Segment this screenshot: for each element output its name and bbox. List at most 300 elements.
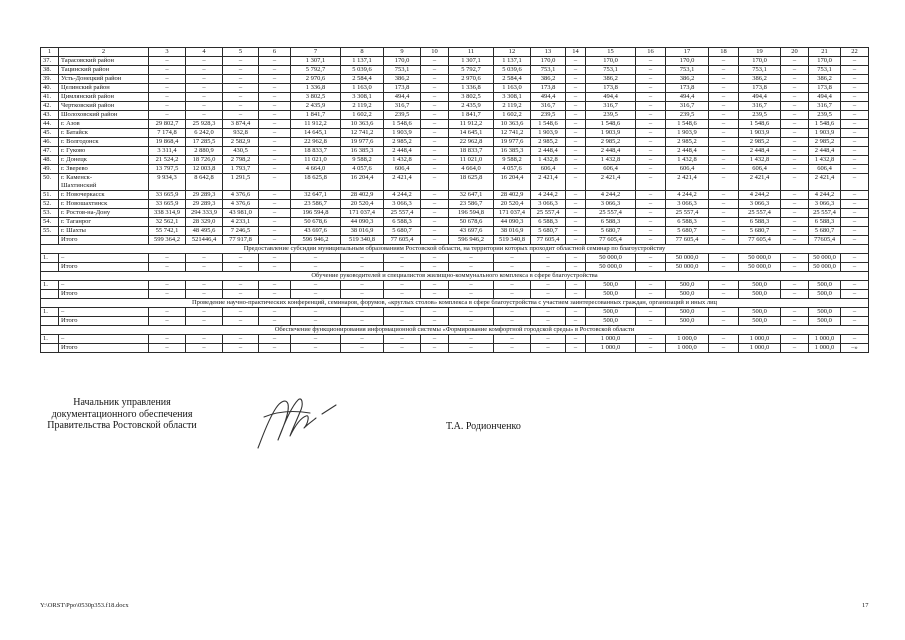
value-cell-col-12: 16 204,4 [494, 174, 531, 191]
row-number-cell: 49. [41, 165, 59, 174]
page-number: 17 [862, 602, 869, 609]
value-cell-col-18: – [709, 218, 739, 227]
value-cell-col-5: – [223, 57, 259, 66]
table-row [41, 227, 869, 236]
value-cell-col-14: – [566, 200, 586, 209]
value-cell-col-5: – [223, 344, 259, 353]
row-number-cell [41, 344, 59, 353]
table-row [41, 57, 869, 66]
value-cell-col-5: 4 376,6 [223, 200, 259, 209]
value-cell-col-18: – [709, 66, 739, 75]
value-cell-col-14: – [566, 281, 586, 290]
value-cell-col-12: 16 385,3 [494, 147, 531, 156]
value-cell-col-11: – [449, 335, 494, 344]
value-cell-col-11: 11 021,0 [449, 156, 494, 165]
value-cell-col-18: – [709, 200, 739, 209]
value-cell-col-20: – [781, 263, 809, 272]
value-cell-col-3: 7 174,8 [149, 129, 186, 138]
column-number: 1 [41, 48, 59, 57]
value-cell-col-22: – [841, 138, 869, 147]
value-cell-col-12: 1 163,0 [494, 84, 531, 93]
value-cell-col-6: – [259, 129, 291, 138]
value-cell-col-5: 932,8 [223, 129, 259, 138]
value-cell-col-15: 25 557,4 [586, 209, 636, 218]
value-cell-col-19: 500,0 [739, 281, 781, 290]
row-name-cell: г. Новочеркасск [59, 191, 149, 200]
value-cell-col-16: – [636, 75, 666, 84]
value-cell-col-10: – [421, 138, 449, 147]
value-cell-col-20: – [781, 209, 809, 218]
value-cell-col-11: 14 645,1 [449, 129, 494, 138]
value-cell-col-17: 3 066,3 [666, 200, 709, 209]
column-number: 20 [781, 48, 809, 57]
row-number-cell: 45. [41, 129, 59, 138]
value-cell-col-22: – [841, 57, 869, 66]
value-cell-col-19: 500,0 [739, 308, 781, 317]
value-cell-col-21: 25 557,4 [809, 209, 841, 218]
value-cell-col-9: 316,7 [384, 102, 421, 111]
value-cell-col-5: – [223, 263, 259, 272]
value-cell-col-8: 16 385,3 [341, 147, 384, 156]
row-name-cell: Целинский район [59, 84, 149, 93]
value-cell-col-9: – [384, 308, 421, 317]
value-cell-col-8: 12 741,2 [341, 129, 384, 138]
row-number-cell: 50. [41, 174, 59, 191]
row-number-cell: 54. [41, 218, 59, 227]
value-cell-col-15: 494,4 [586, 93, 636, 102]
value-cell-col-14: – [566, 263, 586, 272]
value-cell-col-16: – [636, 254, 666, 263]
value-cell-col-8: 28 402,9 [341, 191, 384, 200]
value-cell-col-18: – [709, 111, 739, 120]
value-cell-col-9: – [384, 317, 421, 326]
value-cell-col-7: 1 307,1 [291, 57, 341, 66]
table-row [41, 93, 869, 102]
value-cell-col-18: – [709, 308, 739, 317]
value-cell-col-20: – [781, 129, 809, 138]
value-cell-col-21: 500,0 [809, 281, 841, 290]
value-cell-col-11: 22 962,8 [449, 138, 494, 147]
table-row [41, 138, 869, 147]
value-cell-col-13: – [531, 335, 566, 344]
value-cell-col-18: – [709, 129, 739, 138]
value-cell-col-20: – [781, 317, 809, 326]
value-cell-col-19: 5 680,7 [739, 227, 781, 236]
value-cell-col-3: – [149, 308, 186, 317]
value-cell-col-4: – [186, 93, 223, 102]
value-cell-col-20: – [781, 227, 809, 236]
value-cell-col-14: – [566, 57, 586, 66]
value-cell-col-20: – [781, 174, 809, 191]
row-number-cell: 44. [41, 120, 59, 129]
value-cell-col-11: 43 697,6 [449, 227, 494, 236]
value-cell-col-12: 12 741,2 [494, 129, 531, 138]
value-cell-col-11: – [449, 290, 494, 299]
value-cell-col-15: 500,0 [586, 308, 636, 317]
value-cell-col-13: 6 588,3 [531, 218, 566, 227]
value-cell-col-17: 5 680,7 [666, 227, 709, 236]
value-cell-col-3: – [149, 254, 186, 263]
signatory-name: Т.А. Родионченко [446, 421, 521, 432]
value-cell-col-9: – [384, 344, 421, 353]
value-cell-col-19: 1 000,0 [739, 344, 781, 353]
value-cell-col-6: – [259, 191, 291, 200]
value-cell-col-22: – [841, 254, 869, 263]
value-cell-col-8: 1 163,0 [341, 84, 384, 93]
value-cell-col-3: 338 314,9 [149, 209, 186, 218]
value-cell-col-12: 20 520,4 [494, 200, 531, 209]
value-cell-col-4: 12 003,8 [186, 165, 223, 174]
value-cell-col-10: – [421, 120, 449, 129]
value-cell-col-16: – [636, 156, 666, 165]
value-cell-col-18: – [709, 191, 739, 200]
value-cell-col-5: – [223, 290, 259, 299]
value-cell-col-10: – [421, 93, 449, 102]
value-cell-col-8: 16 204,4 [341, 174, 384, 191]
value-cell-col-15: 1 548,6 [586, 120, 636, 129]
value-cell-col-5: – [223, 102, 259, 111]
value-cell-col-19: 3 066,3 [739, 200, 781, 209]
table-row [41, 254, 869, 263]
value-cell-col-17: 25 557,4 [666, 209, 709, 218]
value-cell-col-20: – [781, 93, 809, 102]
value-cell-col-3: – [149, 102, 186, 111]
value-cell-col-10: – [421, 129, 449, 138]
value-cell-col-10: – [421, 156, 449, 165]
value-cell-col-16: – [636, 66, 666, 75]
value-cell-col-22: – [841, 281, 869, 290]
value-cell-col-4: – [186, 254, 223, 263]
value-cell-col-17: 4 244,2 [666, 191, 709, 200]
value-cell-col-16: – [636, 227, 666, 236]
column-number: 22 [841, 48, 869, 57]
funding-table [40, 47, 869, 353]
value-cell-col-15: 170,0 [586, 57, 636, 66]
value-cell-col-9: 77 605,4 [384, 236, 421, 245]
value-cell-col-3: – [149, 344, 186, 353]
column-number: 21 [809, 48, 841, 57]
value-cell-col-8: 2 119,2 [341, 102, 384, 111]
value-cell-col-12: 1 137,1 [494, 57, 531, 66]
value-cell-col-20: – [781, 75, 809, 84]
value-cell-col-11: 50 678,6 [449, 218, 494, 227]
value-cell-col-14: – [566, 156, 586, 165]
value-cell-col-10: – [421, 308, 449, 317]
value-cell-col-5: 43 981,0 [223, 209, 259, 218]
value-cell-col-21: 1 903,9 [809, 129, 841, 138]
value-cell-col-3: 19 868,4 [149, 138, 186, 147]
value-cell-col-16: – [636, 147, 666, 156]
section-heading: Проведение научно-практических конференций, семинаров, форумов, «круглых столов» комплекса в сфере благоустройства с участием заинтересованных граждан, организаций и иных лиц [41, 299, 869, 308]
value-cell-col-3: 55 742,1 [149, 227, 186, 236]
value-cell-col-11: – [449, 254, 494, 263]
value-cell-col-12: 519 340,8 [494, 236, 531, 245]
value-cell-col-4: – [186, 102, 223, 111]
value-cell-col-4: – [186, 344, 223, 353]
value-cell-col-20: – [781, 281, 809, 290]
value-cell-col-3: 21 524,2 [149, 156, 186, 165]
value-cell-col-13: – [531, 254, 566, 263]
value-cell-col-21: 77605,4 [809, 236, 841, 245]
value-cell-col-14: – [566, 147, 586, 156]
value-cell-col-14: – [566, 317, 586, 326]
table-row [41, 281, 869, 290]
value-cell-col-14: – [566, 218, 586, 227]
value-cell-col-16: – [636, 209, 666, 218]
row-name-cell: – [59, 254, 149, 263]
value-cell-col-10: – [421, 218, 449, 227]
value-cell-col-6: – [259, 344, 291, 353]
value-cell-col-17: 500,0 [666, 308, 709, 317]
value-cell-col-4: – [186, 66, 223, 75]
value-cell-col-19: 1 432,8 [739, 156, 781, 165]
value-cell-col-7: – [291, 335, 341, 344]
value-cell-col-5: – [223, 84, 259, 93]
value-cell-col-11: 3 802,5 [449, 93, 494, 102]
value-cell-col-22: – [841, 129, 869, 138]
value-cell-col-9: – [384, 263, 421, 272]
value-cell-col-21: 50 000,0 [809, 254, 841, 263]
value-cell-col-8: – [341, 290, 384, 299]
value-cell-col-22: – [841, 317, 869, 326]
value-cell-col-13: 2 421,4 [531, 174, 566, 191]
value-cell-col-5: 2 582,9 [223, 138, 259, 147]
handwritten-signature [252, 390, 342, 452]
value-cell-col-22: – [841, 174, 869, 191]
value-cell-col-6: – [259, 209, 291, 218]
value-cell-col-15: 4 244,2 [586, 191, 636, 200]
value-cell-col-7: 5 792,7 [291, 66, 341, 75]
total-row [41, 317, 869, 326]
value-cell-col-19: 50 000,0 [739, 254, 781, 263]
value-cell-col-18: – [709, 84, 739, 93]
value-cell-col-19: 494,4 [739, 93, 781, 102]
value-cell-col-6: – [259, 263, 291, 272]
row-name-cell: Итого [59, 263, 149, 272]
value-cell-col-18: – [709, 165, 739, 174]
section-heading-row [41, 245, 869, 254]
total-row [41, 236, 869, 245]
value-cell-col-5: 7 246,5 [223, 227, 259, 236]
table-row [41, 174, 869, 191]
value-cell-col-10: – [421, 165, 449, 174]
value-cell-col-17: 1 432,8 [666, 156, 709, 165]
value-cell-col-21: 170,0 [809, 57, 841, 66]
value-cell-col-11: 4 664,0 [449, 165, 494, 174]
table-row [41, 308, 869, 317]
value-cell-col-15: 606,4 [586, 165, 636, 174]
value-cell-col-4: 25 928,3 [186, 120, 223, 129]
value-cell-col-17: 173,8 [666, 84, 709, 93]
row-number-cell [41, 263, 59, 272]
table-row [41, 209, 869, 218]
total-row [41, 290, 869, 299]
value-cell-col-13: 170,0 [531, 57, 566, 66]
value-cell-col-19: 500,0 [739, 290, 781, 299]
column-number: 11 [449, 48, 494, 57]
value-cell-col-6: – [259, 200, 291, 209]
row-name-cell: г. Ростов-на-Дону [59, 209, 149, 218]
value-cell-col-5: 4 376,6 [223, 191, 259, 200]
value-cell-col-16: – [636, 281, 666, 290]
row-name-cell: – [59, 308, 149, 317]
value-cell-col-15: 1 903,9 [586, 129, 636, 138]
value-cell-col-15: 239,5 [586, 111, 636, 120]
value-cell-col-17: 1 000,0 [666, 344, 709, 353]
value-cell-col-11: 1 336,8 [449, 84, 494, 93]
value-cell-col-14: – [566, 254, 586, 263]
value-cell-col-5: 430,5 [223, 147, 259, 156]
row-number-cell: 1. [41, 254, 59, 263]
value-cell-col-10: – [421, 147, 449, 156]
value-cell-col-18: – [709, 290, 739, 299]
value-cell-col-22: – [841, 102, 869, 111]
value-cell-col-6: – [259, 138, 291, 147]
value-cell-col-12: 171 037,4 [494, 209, 531, 218]
value-cell-col-7: 50 678,6 [291, 218, 341, 227]
value-cell-col-11: 2 970,6 [449, 75, 494, 84]
value-cell-col-19: 239,5 [739, 111, 781, 120]
value-cell-col-9: 3 066,3 [384, 200, 421, 209]
value-cell-col-8: 5 039,6 [341, 66, 384, 75]
value-cell-col-20: – [781, 66, 809, 75]
value-cell-col-16: – [636, 84, 666, 93]
value-cell-col-4: – [186, 281, 223, 290]
value-cell-col-4: – [186, 290, 223, 299]
row-name-cell: г. Батайск [59, 129, 149, 138]
value-cell-col-7: 23 586,7 [291, 200, 341, 209]
value-cell-col-15: 3 066,3 [586, 200, 636, 209]
value-cell-col-16: – [636, 317, 666, 326]
value-cell-col-21: 173,8 [809, 84, 841, 93]
value-cell-col-3: 9 934,3 [149, 174, 186, 191]
value-cell-col-6: – [259, 174, 291, 191]
value-cell-col-4: – [186, 263, 223, 272]
value-cell-col-12: – [494, 254, 531, 263]
value-cell-col-19: 500,0 [739, 317, 781, 326]
value-cell-col-15: 1 000,0 [586, 344, 636, 353]
value-cell-col-18: – [709, 344, 739, 353]
row-number-cell [41, 317, 59, 326]
value-cell-col-15: 1 432,8 [586, 156, 636, 165]
section-heading-row [41, 299, 869, 308]
value-cell-col-10: – [421, 254, 449, 263]
value-cell-col-11: – [449, 308, 494, 317]
value-cell-col-5: – [223, 66, 259, 75]
value-cell-col-22: – [841, 191, 869, 200]
value-cell-col-13: 753,1 [531, 66, 566, 75]
value-cell-col-5: 1 793,7 [223, 165, 259, 174]
column-number: 4 [186, 48, 223, 57]
value-cell-col-9: 170,0 [384, 57, 421, 66]
row-number-cell: 1. [41, 281, 59, 290]
value-cell-col-15: 316,7 [586, 102, 636, 111]
value-cell-col-19: 2 421,4 [739, 174, 781, 191]
value-cell-col-15: 753,1 [586, 66, 636, 75]
value-cell-col-21: 5 680,7 [809, 227, 841, 236]
value-cell-col-9: 1 432,8 [384, 156, 421, 165]
value-cell-col-4: – [186, 84, 223, 93]
column-number-row [41, 48, 869, 57]
value-cell-col-14: – [566, 335, 586, 344]
value-cell-col-8: – [341, 308, 384, 317]
value-cell-col-19: 1 548,6 [739, 120, 781, 129]
value-cell-col-17: 494,4 [666, 93, 709, 102]
value-cell-col-9: – [384, 335, 421, 344]
value-cell-col-22: – [841, 218, 869, 227]
signatory-position-line: Начальник управления [73, 397, 171, 408]
value-cell-col-14: – [566, 93, 586, 102]
row-name-cell: г. Зверево [59, 165, 149, 174]
value-cell-col-12: 9 588,2 [494, 156, 531, 165]
value-cell-col-13: – [531, 344, 566, 353]
value-cell-col-3: – [149, 263, 186, 272]
section-heading-row [41, 272, 869, 281]
value-cell-col-13: 386,2 [531, 75, 566, 84]
value-cell-col-15: 2 421,4 [586, 174, 636, 191]
value-cell-col-17: 6 588,3 [666, 218, 709, 227]
value-cell-col-8: 519 340,8 [341, 236, 384, 245]
value-cell-col-7: 2 435,9 [291, 102, 341, 111]
value-cell-col-14: – [566, 290, 586, 299]
value-cell-col-16: – [636, 138, 666, 147]
row-number-cell: 52. [41, 200, 59, 209]
value-cell-col-15: 5 680,7 [586, 227, 636, 236]
value-cell-col-11: 196 594,8 [449, 209, 494, 218]
value-cell-col-12: – [494, 317, 531, 326]
value-cell-col-8: – [341, 344, 384, 353]
value-cell-col-9: 2 421,4 [384, 174, 421, 191]
value-cell-col-11: – [449, 317, 494, 326]
value-cell-col-10: – [421, 66, 449, 75]
value-cell-col-18: – [709, 254, 739, 263]
value-cell-col-15: 2 448,4 [586, 147, 636, 156]
row-name-cell: Чертковский район [59, 102, 149, 111]
value-cell-col-19: 170,0 [739, 57, 781, 66]
value-cell-col-20: – [781, 57, 809, 66]
value-cell-col-13: 173,8 [531, 84, 566, 93]
value-cell-col-4: – [186, 75, 223, 84]
value-cell-col-8: – [341, 263, 384, 272]
column-number: 12 [494, 48, 531, 57]
column-number: 17 [666, 48, 709, 57]
value-cell-col-15: 173,8 [586, 84, 636, 93]
value-cell-col-12: 10 363,6 [494, 120, 531, 129]
value-cell-col-18: – [709, 317, 739, 326]
row-number-cell: 38. [41, 66, 59, 75]
value-cell-col-21: 2 985,2 [809, 138, 841, 147]
value-cell-col-7: 3 802,5 [291, 93, 341, 102]
value-cell-col-18: – [709, 227, 739, 236]
value-cell-col-13: – [531, 281, 566, 290]
column-number: 9 [384, 48, 421, 57]
value-cell-col-21: 4 244,2 [809, 191, 841, 200]
value-cell-col-9: 6 588,3 [384, 218, 421, 227]
value-cell-col-20: – [781, 191, 809, 200]
signatory-position [36, 397, 208, 432]
value-cell-col-3: – [149, 317, 186, 326]
value-cell-col-4: 48 495,6 [186, 227, 223, 236]
value-cell-col-3: – [149, 66, 186, 75]
footer-file-path: Y:\ORST\Ppo\0530p353.f18.docx [40, 602, 129, 609]
column-number: 8 [341, 48, 384, 57]
value-cell-col-6: – [259, 227, 291, 236]
value-cell-col-16: – [636, 165, 666, 174]
value-cell-col-4: 29 289,3 [186, 200, 223, 209]
value-cell-col-13: 4 244,2 [531, 191, 566, 200]
value-cell-col-11: – [449, 263, 494, 272]
value-cell-col-8: 44 090,3 [341, 218, 384, 227]
